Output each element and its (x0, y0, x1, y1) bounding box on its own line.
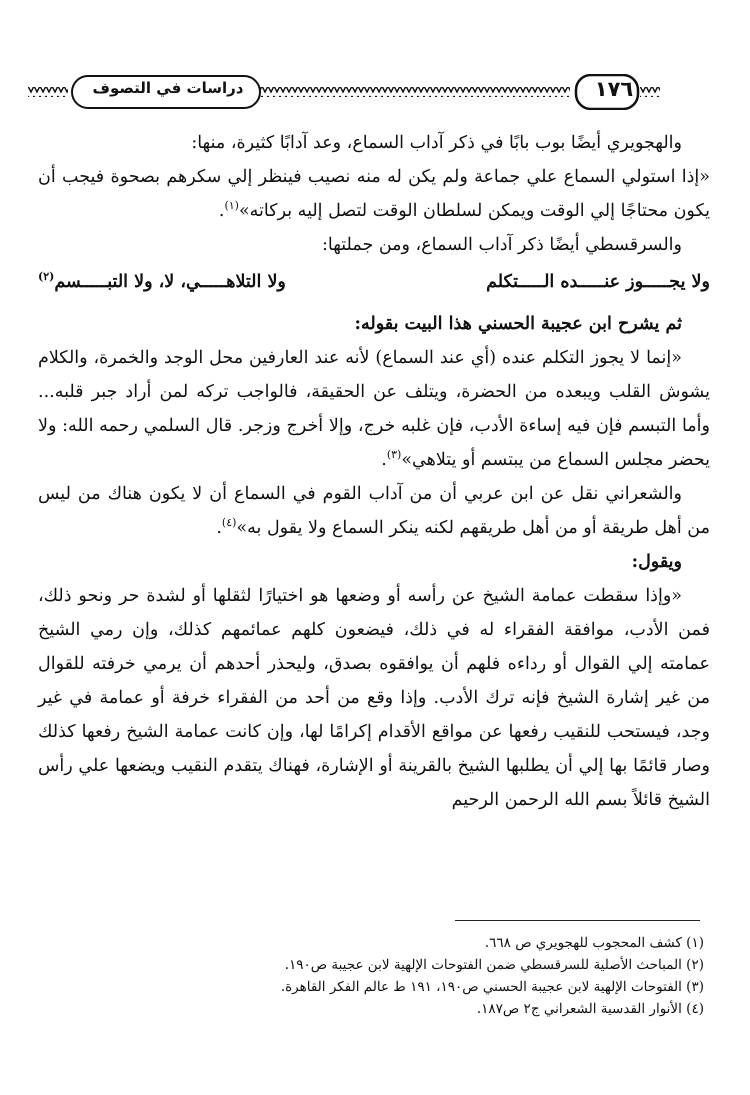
verse-first-hemistich: ولا يجـــــوز عنـــــده الـــــتكلم (486, 272, 710, 292)
paragraph-6-text: والشعراني نقل عن ابن عربي أن من آداب القوم في السماع أن لا يكون هناك من ليس من أهل طريقة أو من أهل طريقهم لكنه ينكر السماع ولا يقول به» (38, 484, 710, 538)
footnote-ref-3: (٣) (386, 448, 402, 462)
footnotes (38, 932, 710, 1020)
paragraph-2-text: «إذا استولي السماع علي جماعة ولم يكن له منه نصيب فينظر إلي سكرهم بصحوة فيجب أن يكون محتاجًا إلي الوقت ويمكن لسلطان الوقت لتصل إليه بركاته» (38, 167, 710, 221)
verse-second-hemistich (38, 265, 286, 299)
footnote-ref-4: (٤) (221, 516, 237, 530)
footnote-1: (١) كشف المحجوب للهجويري ص ٦٦٨. (484, 935, 704, 951)
paragraph-8: «وإذا سقطت عمامة الشيخ عن رأسه أو وضعها هو اختيارًا لثقلها أو لشدة حر ونحو ذلك، فمن الأدب، موافقة الفقراء له في ذلك، فيضعون كلهم عمائمهم كذلك، وإن رمي الشيخ عمامته إلي القوال أو رداءه فلهم أن يوافقوه بصدق، وليحذر أحدهم أن يرمي خرفته للقوال من غير إشارة الشيخ فإنه ترك الأدب. وإذا وقع من أحد من الفقراء خرفة أو عمامة في غير وجد، فيستحب للنقيب رفعها عن مواقع الأقدام إكرامًا لها، وإن كانت عمامة الشيخ رفعها كذلك وصار قائمًا بها إلي أن يطلبها الشيخ بالقرينة أو الإشارة، فهناك يتقدم النقيب ويضعها علي رأس الشيخ قائلاً بسم الله الرحمن الرحيم (38, 586, 710, 810)
paragraph-3: والسرقسطي أيضًا ذكر آداب السماع، ومن جملتها: (321, 235, 682, 255)
main-text (38, 126, 710, 817)
page-header (28, 74, 660, 110)
footnote-2: (٢) المباحث الأصلية للسرقسطي ضمن الفتوحات الإلهية لابن عجيبة ص١٩٠. (284, 957, 704, 973)
paragraph-7: ويقول: (631, 552, 682, 572)
paragraph-5: «إنما لا يجوز التكلم عنده (أي عند السماع) لأنه عند العارفين محل الوجد والخمرة، والكلام يشوش القلب ويبعده من الحضرة، ويتلف عن الحقيقة، فالواجب تركه لمن أراد جبر قلبه... وأما التبسم فإن فيه إساءة الأدب، فإن غلبه خرج، وإلا أخرج وزجر. قال السلمي رحمه الله: ولا يحضر مجلس السماع من يبتسم أو يتلاهي»$^{(٣)}$. (38, 348, 710, 470)
paragraph-2: «إذا استولي السماع علي جماعة ولم يكن له منه نصيب فينظر إلي سكرهم بصحوة فيجب أن يكون محتاجًا إلي الوقت ويمكن لسلطان الوقت لتصل إليه بركاته»$^{(١)}$. (38, 167, 710, 221)
footnote-ref-1: (١) (224, 199, 239, 213)
poem-verse (38, 265, 710, 299)
paragraph-1: والهجويري أيضًا بوب بابًا في ذكر آداب السماع، وعد آدابًا كثيرة، منها: (191, 133, 682, 153)
footnote-4: (٤) الأنوار القدسية الشعراني ج٢ ص١٨٧. (476, 1001, 704, 1017)
header-title: دراسات في التصوف (92, 79, 244, 97)
footnote-3: (٣) الفتوحات الإلهية لابن عجيبة الحسني ص١٩٠، ١٩١ ط عالم الفكر القاهرة. (280, 979, 704, 995)
footnote-divider (455, 920, 700, 921)
paragraph-6: والشعراني نقل عن ابن عربي أن من آداب القوم في السماع أن لا يكون هناك من ليس من أهل طريقة أو من أهل طريقهم لكنه ينكر السماع ولا يقول به»$^{(٤)}$. (38, 484, 710, 538)
paragraph-4: ثم يشرح ابن عجيبة الحسني هذا البيت بقوله: (354, 314, 682, 334)
page-number: ١٧٦ (594, 77, 634, 101)
footnote-ref-2: (٢) (38, 270, 55, 284)
paragraph-5-text: «إنما لا يجوز التكلم عنده (أي عند السماع) لأنه عند العارفين محل الوجد والخمرة، والكلام يشوش القلب ويبعده من الحضرة، ويتلف عن الحقيقة، فالواجب تركه لمن أراد جبر قلبه... وأما التبسم فإن فيه إساءة الأدب، فإن غلبه خرج، وإلا أخرج وزجر. قال السلمي رحمه الله: ولا يحضر مجلس السماع من يبتسم أو يتلاهي» (38, 348, 710, 470)
verse-second-text: ولا التلاهـــــي، لا، ولا التبـــــسم (54, 272, 286, 292)
